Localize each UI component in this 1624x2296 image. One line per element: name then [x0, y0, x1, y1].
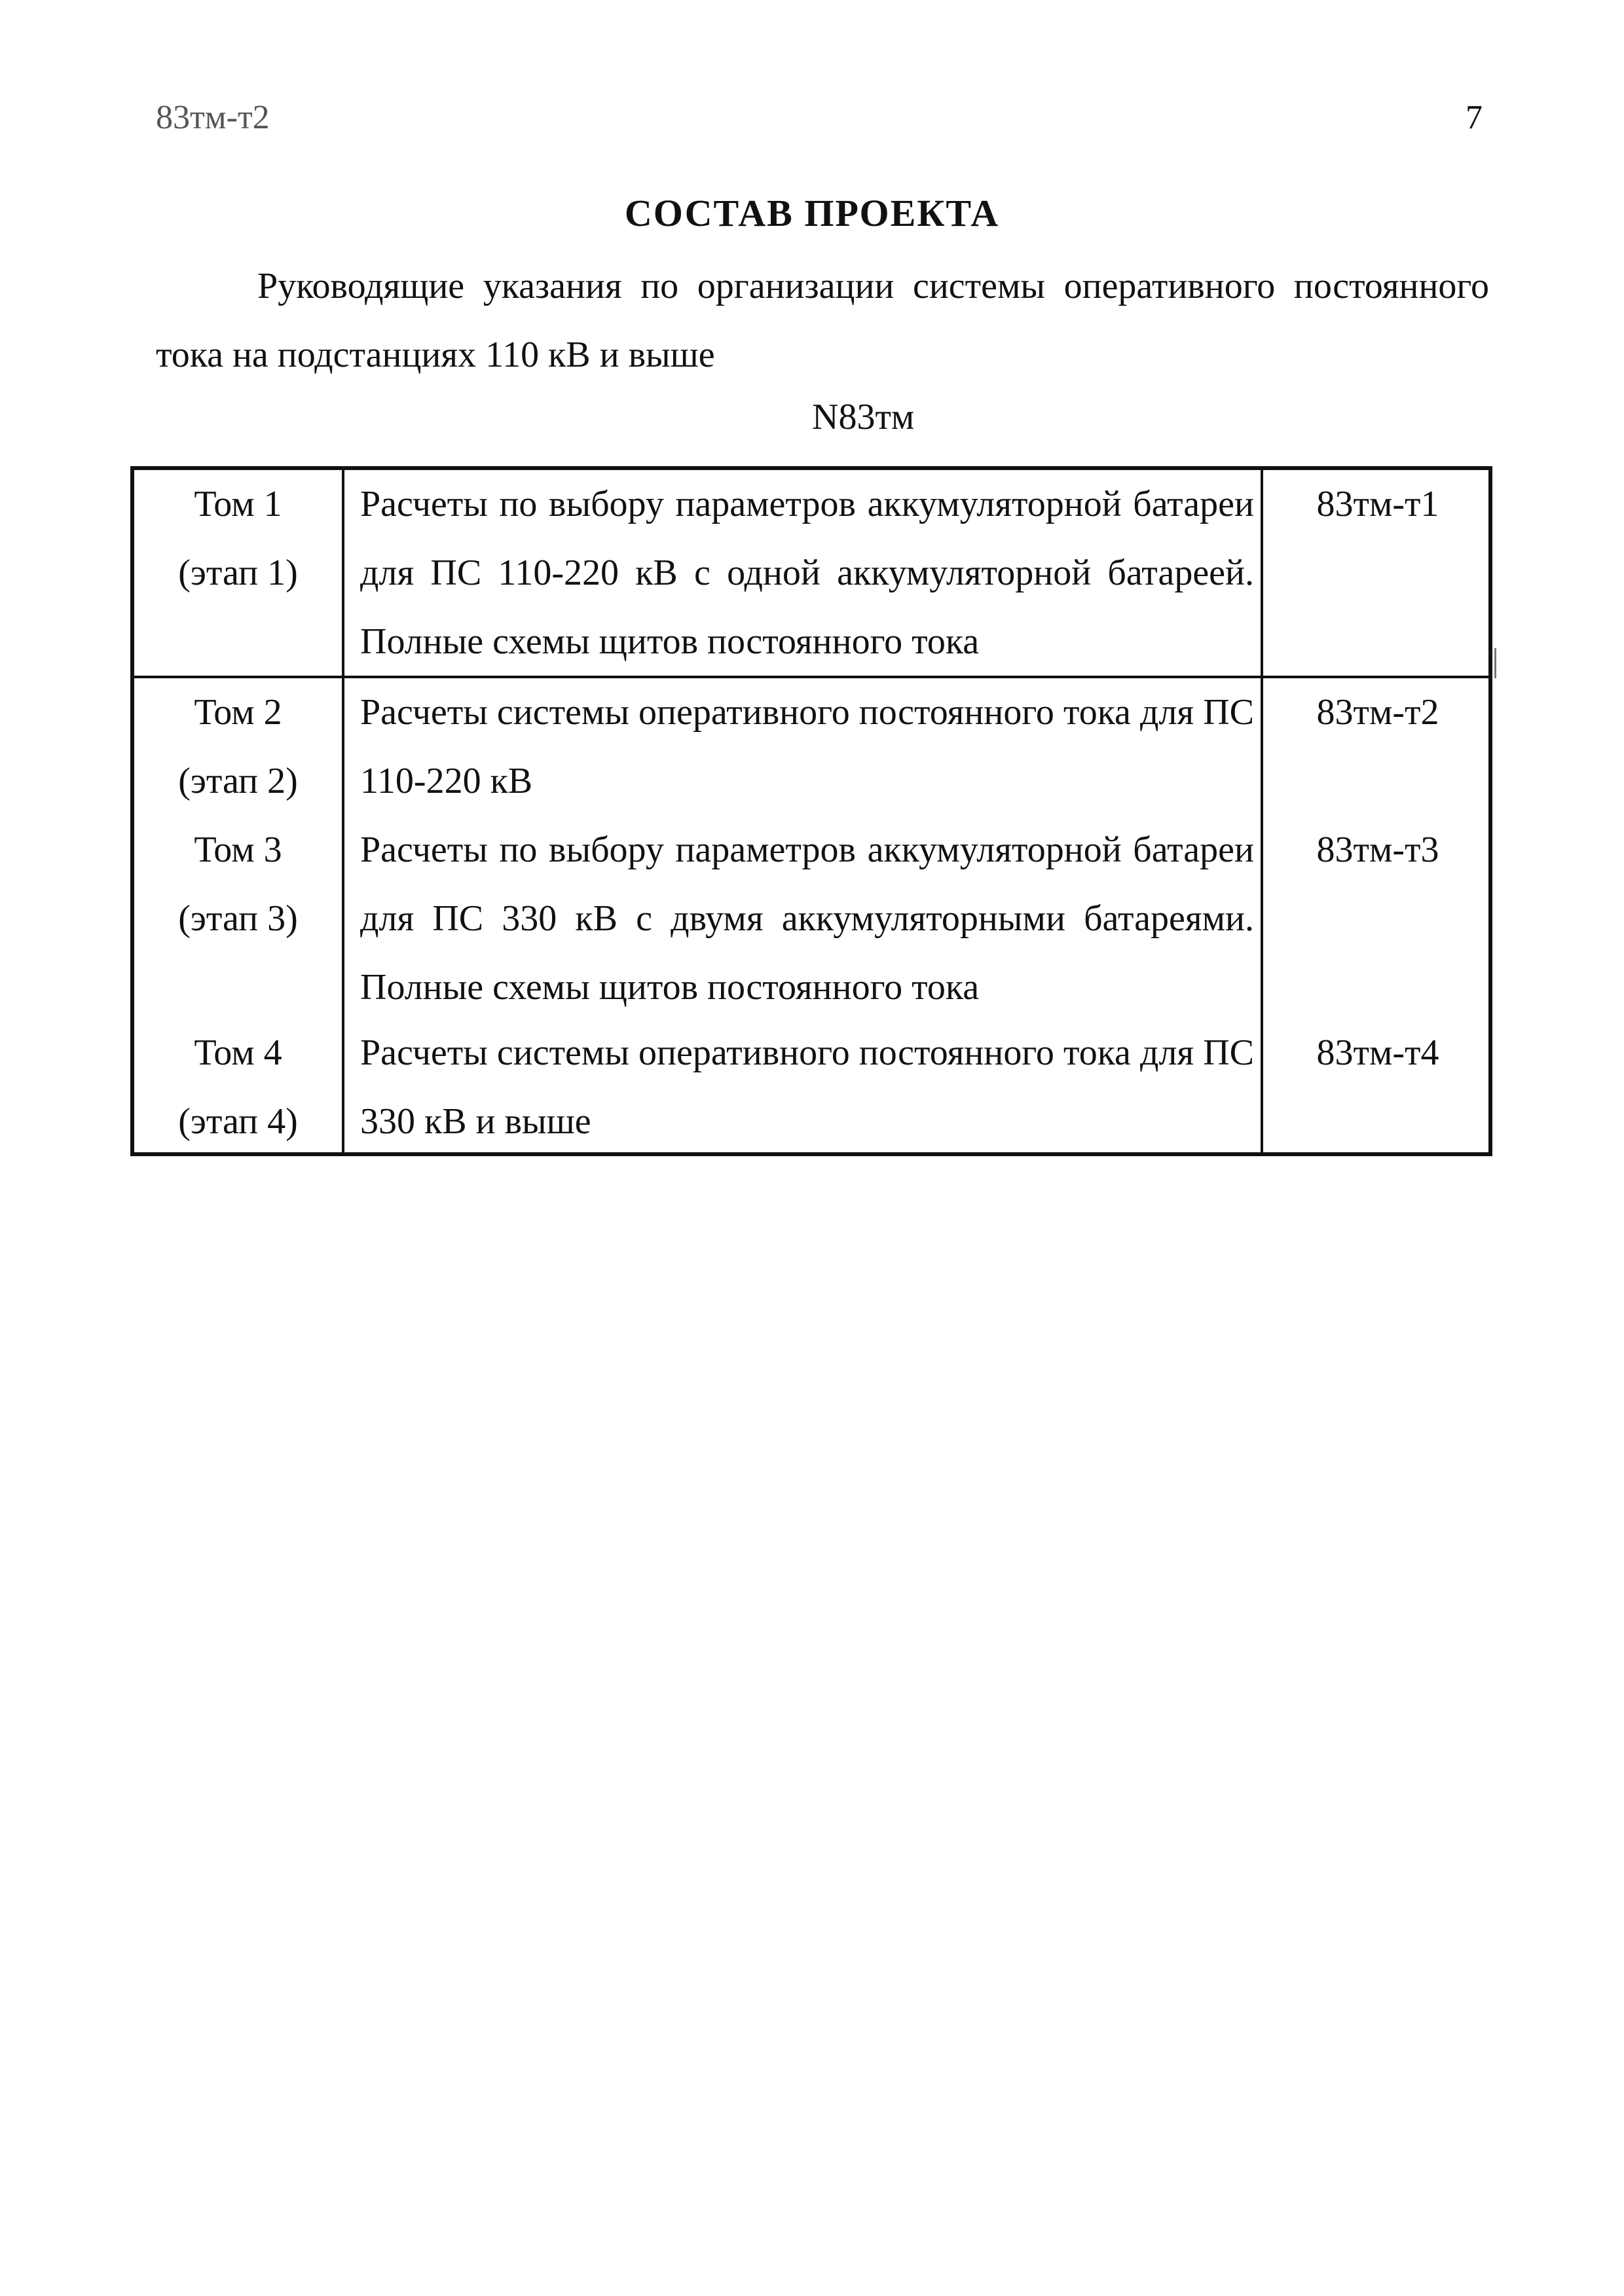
table-row-3-description: Расчеты по выбору параметров аккумуляторной батареи для ПС 330 кВ с двумя аккумуляторными батареями. Полные схемы щитов постоянного тока	[360, 829, 1254, 1008]
table-row-3-code: 83тм-т3	[1316, 829, 1439, 870]
stage-label: (этап 2)	[178, 761, 298, 801]
table-row-1-description: Расчеты по выбору параметров аккумуляторной батареи для ПС 110-220 кВ с одной аккумуляторной батареей. Полные схемы щитов постоянного тока	[360, 484, 1254, 662]
page-title: СОСТАВ ПРОЕКТА	[624, 192, 1000, 234]
document-code: N83тм	[812, 397, 915, 437]
table-row-2-code: 83тм-т2	[1316, 692, 1439, 733]
column-divider	[342, 470, 344, 1152]
table-row-4-code: 83тм-т4	[1316, 1032, 1439, 1073]
page-code: 83тм-т2	[156, 99, 270, 136]
volume-label: Том 3	[194, 829, 282, 870]
table-row-1-volume	[134, 470, 342, 608]
table-row-3-volume	[134, 816, 342, 953]
table-row-4-description: Расчеты системы оперативного постоянного тока для ПС 330 кВ и выше	[360, 1032, 1254, 1142]
volume-label: Том 4	[194, 1032, 282, 1073]
volume-label: Том 2	[194, 692, 282, 733]
stage-label: (этап 4)	[178, 1101, 298, 1142]
stage-label: (этап 1)	[178, 553, 298, 593]
scan-artifact	[1494, 648, 1496, 678]
table-row-2-volume	[134, 678, 342, 816]
volume-label: Том 1	[194, 484, 282, 524]
page-number: 7	[1466, 99, 1483, 136]
volumes-table	[130, 466, 1492, 1156]
table-row-1-code: 83тм-т1	[1316, 484, 1439, 524]
table-row-2-description: Расчеты системы оперативного постоянного тока для ПС 110-220 кВ	[360, 692, 1254, 801]
intro-paragraph: Руководящие указания по организации системы оперативного постоянного тока на подстанциях 110 кВ и выше	[156, 266, 1489, 375]
table-row-4-volume	[134, 1019, 342, 1156]
stage-label: (этап 3)	[178, 898, 298, 939]
